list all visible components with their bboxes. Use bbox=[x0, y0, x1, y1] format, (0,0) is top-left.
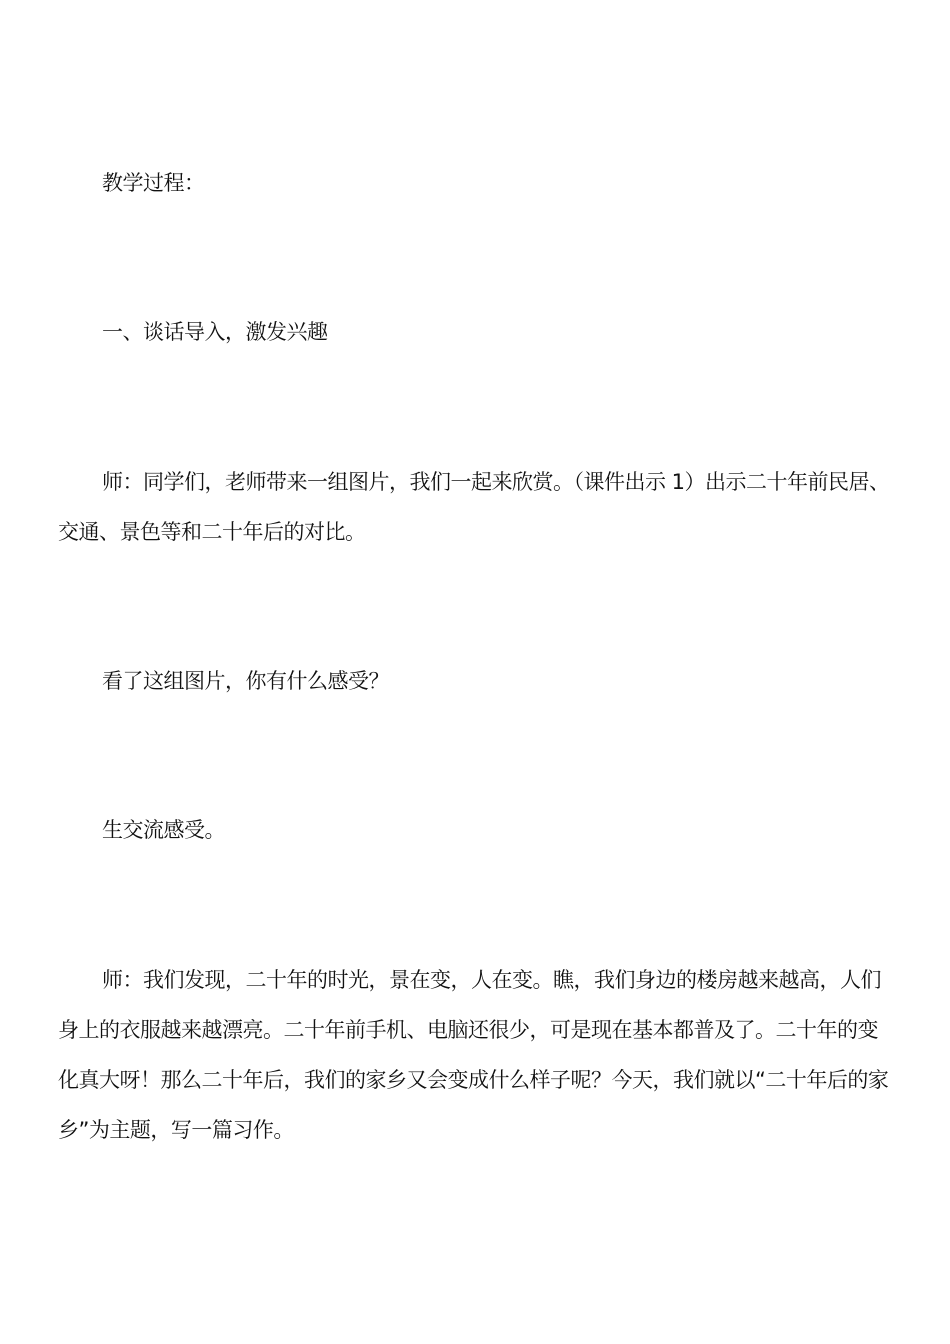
paragraph-student-exchange: 生交流感受。 bbox=[102, 818, 225, 842]
paragraph-teacher-pictures: 师：同学们，老师带来一组图片，我们一起来欣赏。（课件出示 1）出示二十年前民居、交通、景色等和二十年后的对比。 bbox=[58, 470, 890, 544]
paragraph-question: 看了这组图片，你有什么感受？ bbox=[102, 669, 389, 693]
section-heading-teaching-process: 教学过程： bbox=[102, 171, 205, 195]
paragraph-teacher-topic: 师：我们发现，二十年的时光，景在变，人在变。瞧，我们身边的楼房越来越高，人们身上的衣服越来越漂亮。二十年前手机、电脑还很少，可是现在基本都普及了。二十年的变化真大呀！那么二十年后，我们的家乡又会变成什么样子呢？今天，我们就以“二十年后的家乡”为主题，写一篇习作。 bbox=[58, 968, 889, 1142]
section-heading-introduction: 一、谈话导入，激发兴趣 bbox=[102, 320, 328, 344]
